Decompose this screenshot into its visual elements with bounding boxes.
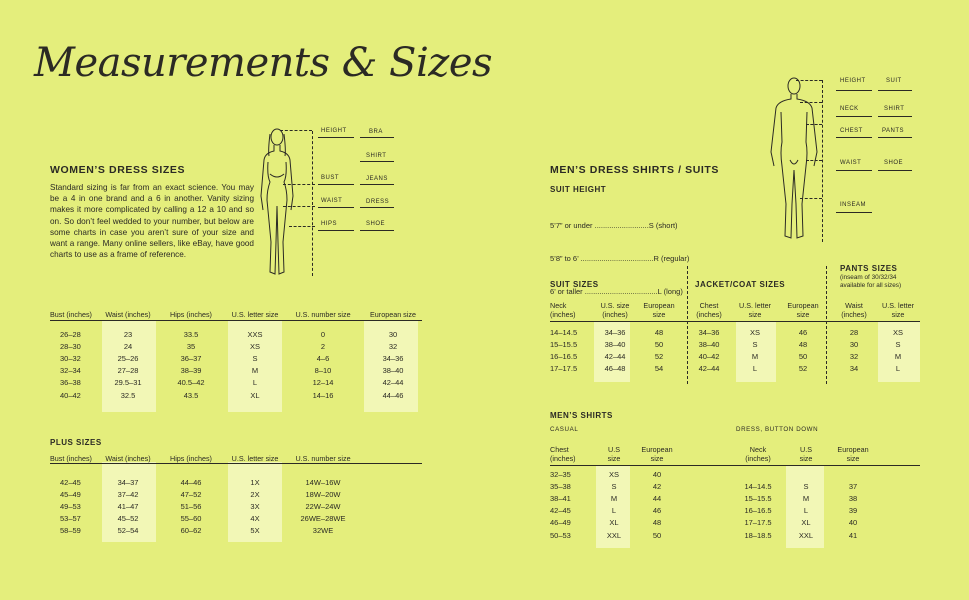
- suit-sizes-table: [550, 300, 682, 375]
- table-row: 50–53 XXL 50: [550, 530, 662, 540]
- casual-label: CASUAL: [550, 426, 579, 433]
- col-header: Chest (inches): [550, 445, 576, 463]
- table-row: 17–17.5 46–48 54: [550, 364, 664, 374]
- table-row: 14–14.5 S 37: [744, 481, 858, 491]
- col-header: U.S. number size: [295, 453, 351, 463]
- dress-shirts-table: [730, 444, 880, 541]
- woman-label-bust: BUST: [321, 175, 340, 181]
- jacket-sizes-table: [690, 300, 824, 375]
- col-header: U.S. letter size: [231, 453, 279, 463]
- col-header: European size: [787, 301, 819, 319]
- col-header: Waist (inches): [841, 301, 867, 319]
- table-row: 16–16.5 42–44 52: [550, 351, 664, 361]
- col-header: Bust (inches): [50, 453, 92, 463]
- page-title: Measurements & Sizes: [34, 40, 493, 86]
- table-row: [730, 468, 880, 480]
- col-header: European size: [370, 309, 416, 319]
- col-header: U.S. letter size: [231, 309, 279, 319]
- suit-height-list: [550, 198, 689, 308]
- table-row: 28–30 24 35 XS 2 32: [60, 341, 398, 351]
- col-header: Hips (inches): [170, 309, 212, 319]
- table-row: 45–49 37–42 47–52 2X 18W–20W: [60, 489, 341, 499]
- table-row: 15–15.5 38–40 50: [550, 339, 664, 349]
- woman-label-shirt: SHIRT: [366, 153, 387, 159]
- man-label-pants: PANTS: [882, 128, 905, 134]
- pants-heading: PANTS SIZES: [840, 264, 898, 273]
- table-row: 38–41 M 44: [550, 493, 662, 503]
- table-row: 46–49 XL 48: [550, 518, 662, 528]
- col-header: Chest (inches): [696, 301, 722, 319]
- col-header: Waist (inches): [105, 309, 151, 319]
- woman-label-waist: WAIST: [321, 198, 343, 204]
- mens-shirts-heading: MEN’S SHIRTS: [550, 411, 613, 420]
- table-row: 36–38 29.5–31 40.5–42 L 12–14 42–44: [60, 378, 404, 388]
- man-label-neck: NECK: [840, 106, 859, 112]
- col-header: U.S. size (inches): [600, 301, 630, 319]
- women-heading: WOMEN’S DRESS SIZES: [50, 164, 186, 176]
- man-label-shoe: SHOE: [884, 160, 904, 166]
- table-row: 35–38 S 42: [550, 481, 662, 491]
- man-label-height: HEIGHT: [840, 78, 866, 84]
- men-heading: MEN’S DRESS SHIRTS / SUITS: [550, 164, 720, 176]
- col-header: European size: [641, 445, 673, 463]
- table-row: 49–53 41–47 51–56 3X 22W–24W: [60, 501, 341, 511]
- table-row: 26–28 23 33.5 XXS 0 30: [60, 329, 398, 339]
- table-row: 30–32 25–26 36–37 S 4–6 34–36: [60, 353, 404, 363]
- suit-height-line: 6’ or taller ...................................L (long): [550, 287, 683, 296]
- women-paragraph: Standard sizing is far from an exact science. You may be a 4 in one brand and a 6 in another. Vanity sizing makes it more complicated by calling a 12 a 10 and so on. So don’t feel wedded to your number, but below are some charts in case you aren’t sure of your size and want a range. Many online sellers, like eBay, have good charts to use as a frame of reference.: [50, 183, 254, 260]
- table-row: 34 L: [849, 364, 901, 374]
- table-row: 34–36 XS 46: [698, 327, 808, 337]
- jacket-heading: JACKET/COAT SIZES: [695, 280, 786, 289]
- table-row: 38–40 S 48: [698, 339, 808, 349]
- woman-label-dress: DRESS: [366, 199, 390, 205]
- table-row: 18–18.5 XXL 41: [744, 530, 858, 540]
- table-row: 30 S: [849, 339, 901, 349]
- table-row: 42–44 L 52: [698, 364, 808, 374]
- col-header: Neck (inches): [550, 301, 576, 319]
- table-row: 17–17.5 XL 40: [744, 518, 858, 528]
- table-row: 16–16.5 L 39: [744, 506, 858, 516]
- pants-sizes-table: [834, 300, 922, 375]
- col-header: U.S size: [799, 445, 813, 463]
- plus-size-table: [50, 452, 364, 537]
- suit-height-heading: SUIT HEIGHT: [550, 185, 607, 194]
- pants-note: (inseam of 30/32/34 available for all sizes): [840, 274, 902, 289]
- woman-label-height: HEIGHT: [321, 128, 347, 134]
- casual-shirts-table: [550, 444, 680, 541]
- table-row: 32–34 27–28 38–39 M 8–10 38–40: [60, 366, 404, 376]
- man-label-suit: SUIT: [886, 78, 902, 84]
- col-header: Bust (inches): [50, 309, 92, 319]
- table-row: 58–59 52–54 60–62 5X 32WE: [60, 526, 334, 536]
- man-label-waist: WAIST: [840, 160, 862, 166]
- woman-label-shoe: SHOE: [366, 221, 386, 227]
- woman-label-jeans: JEANS: [366, 176, 388, 182]
- table-row: 32 M: [849, 351, 902, 361]
- col-header: Waist (inches): [105, 453, 151, 463]
- table-row: 53–57 45–52 55–60 4X 26WE–28WE: [60, 514, 346, 524]
- woman-label-bra: BRA: [369, 129, 383, 135]
- col-header: U.S. number size: [295, 309, 351, 319]
- col-header: U.S. letter size: [882, 301, 914, 319]
- col-header: U.S. letter size: [739, 301, 771, 319]
- table-row: 40–42 M 50: [698, 351, 808, 361]
- dress-label: DRESS, BUTTON DOWN: [736, 426, 819, 433]
- suit-height-line: 5’7” or under ..........................S (short): [550, 221, 678, 230]
- col-header: Hips (inches): [170, 453, 212, 463]
- table-row: 42–45 L 46: [550, 506, 662, 516]
- table-row: 14–14.5 34–36 48: [550, 327, 664, 337]
- col-header: Neck (inches): [745, 445, 771, 463]
- col-header: U.S size: [607, 445, 621, 463]
- man-label-inseam: INSEAM: [840, 202, 867, 208]
- woman-figure-illustration: [255, 124, 305, 280]
- man-label-chest: CHEST: [840, 128, 863, 134]
- table-row: 28 XS: [849, 327, 903, 337]
- woman-label-hips: HIPS: [321, 221, 338, 227]
- col-header: European size: [643, 301, 675, 319]
- suit-sizes-heading: SUIT SIZES: [550, 280, 599, 289]
- table-row: 15–15.5 M 38: [744, 493, 858, 503]
- table-row: 32–35 XS 40: [550, 469, 662, 479]
- plus-heading: PLUS SIZES: [50, 438, 102, 447]
- col-header: European size: [837, 445, 869, 463]
- suit-height-line: 5’8” to 6’ ...................................R (regular): [550, 254, 690, 263]
- man-label-shirt: SHIRT: [884, 106, 905, 112]
- table-row: 40–42 32.5 43.5 XL 14–16 44–46: [60, 390, 404, 400]
- table-row: 42–45 34–37 44–46 1X 14W–16W: [60, 477, 341, 487]
- women-size-table: [50, 308, 422, 401]
